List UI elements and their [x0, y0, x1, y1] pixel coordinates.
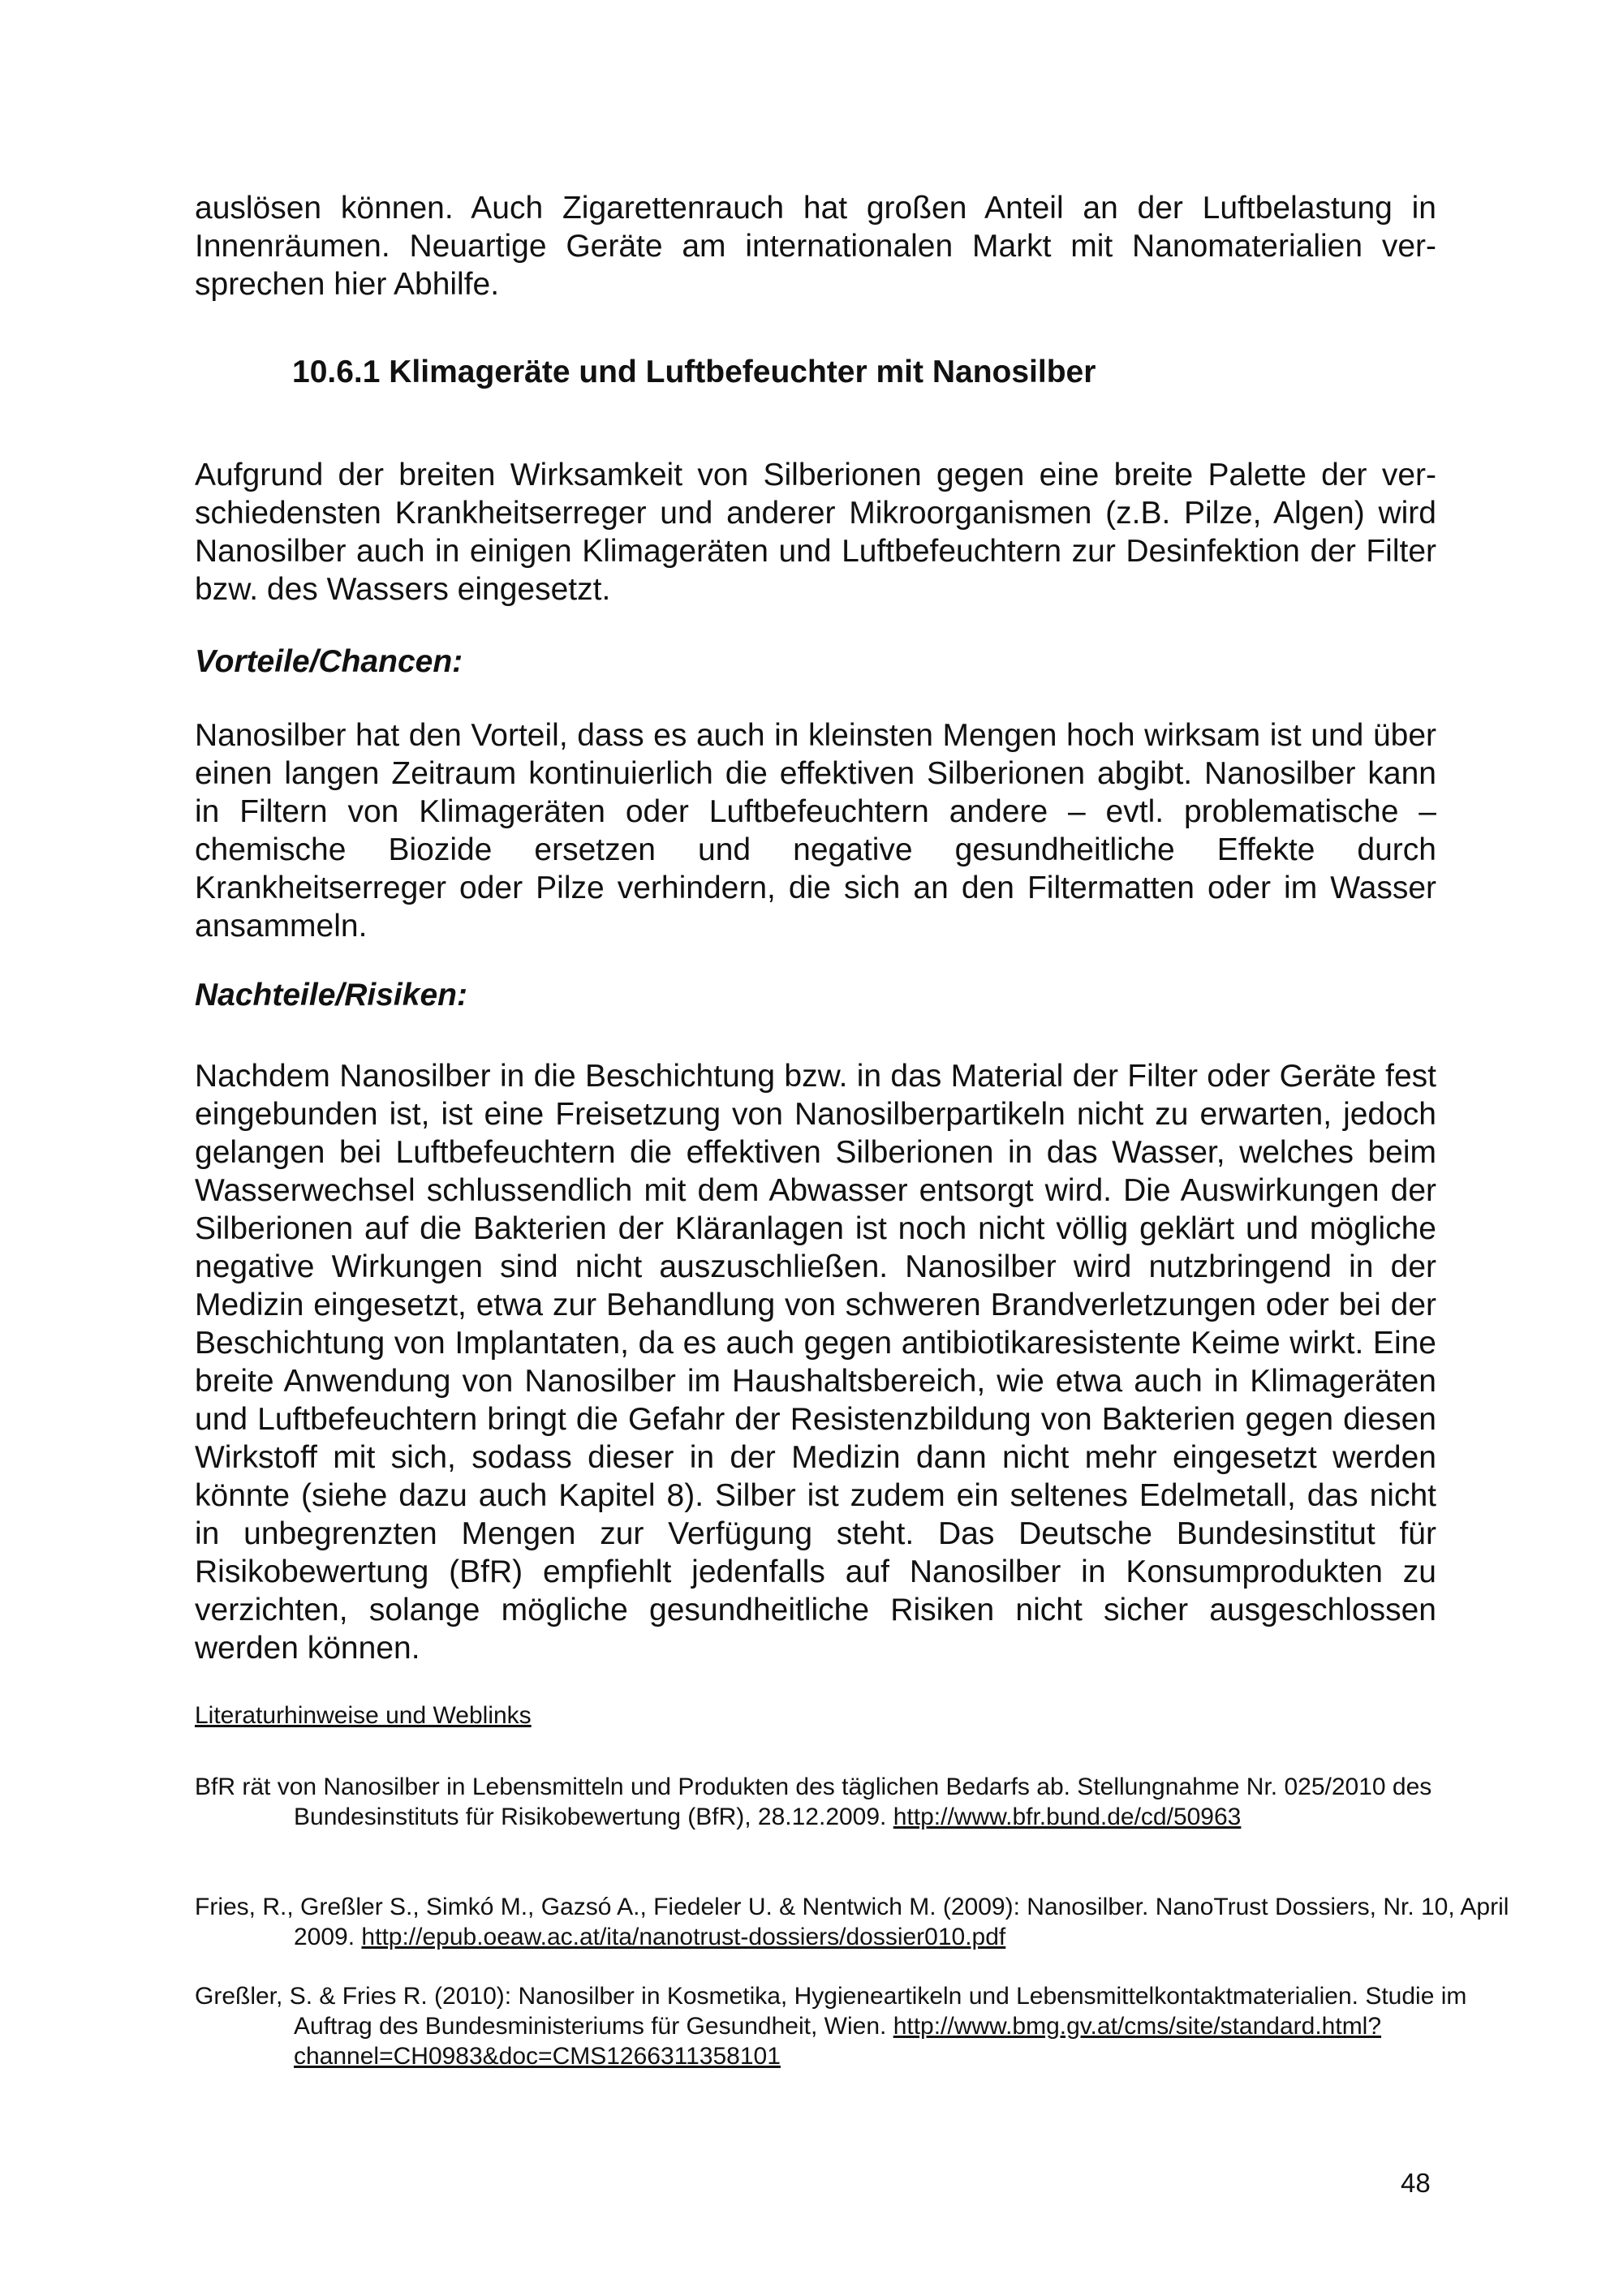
reference-item	[195, 1892, 1535, 1952]
advantages-paragraph: Nanosilber hat den Vorteil, dass es auch in kleinsten Mengen hoch wirksam ist und über einen langen Zeitraum kontinuierlich die effektiven Silberionen abgibt. Nanosilber kann in Filtern von Klimageräten oder Luftbefeuchtern andere – evtl. problematische – chemische Biozide ersetzen und negative gesundheitliche Effekte durch Krankheitserreger oder Pilze verhindern, die sich an den Filtermatten oder im Wasser ansammeln.	[195, 718, 1436, 944]
reference-text: Fries, R., Greßler S., Simkó M., Gazsó A., Fiedeler U. & Nentwich M. (2009): Nanosilber. NanoTrust Dossiers, Nr. 10, April 2009.	[195, 1894, 1509, 1950]
literature-heading: Literaturhinweise und Weblinks	[195, 1702, 532, 1729]
reference-item	[195, 1981, 1535, 2071]
reference-link[interactable]: http://www.bmg.gv.at/cms/site/standard.html?channel=CH0983&doc=CMS1266311358101	[294, 2013, 1382, 2070]
disadvantages-paragraph: Nachdem Nanosilber in die Beschichtung bzw. in das Material der Filter oder Geräte fest eingebunden ist, ist eine Freisetzung von Nanosilberpartikeln nicht zu erwarten, jedoch gelangen bei Luftbefeuchtern die effektiven Silberionen in das Wasser, welches beim Wasserwechsel schlussendlich mit dem Abwasser entsorgt wird. Die Auswirkungen der Silberionen auf die Bakterien der Kläranlagen ist noch nicht völlig geklärt und mögliche negative Wirkungen sind nicht auszuschließen. Nanosilber wird nutzbringend in der Medizin eingesetzt, etwa zur Behandlung von schweren Brandverletzungen oder bei der Beschichtung von Implantaten, da es auch gegen antibiotikaresistente Keime wirkt. Eine breite Anwendung von Nanosilber im Haushaltsbereich, wie etwa auch in Klimageräten und Luftbefeuchtern bringt die Gefahr der Resistenzbildung von Bakterien gegen diesen Wirkstoff mit sich, sodass dieser in der Medizin dann nicht mehr eingesetzt werden könnte (siehe dazu auch Kapitel 8). Silber ist zudem ein seltenes Edelmetall, das nicht in unbegrenzten Mengen zur Verfügung steht. Das Deutsche Bundesinstitut für Risikobewertung (BfR) empfiehlt jedenfalls auf Nanosilber in Konsumprodukten zu verzichten, solange mögliche gesundheitliche Risiken nicht sicher ausgeschlossen werden können.	[195, 1059, 1436, 1666]
reference-link[interactable]: http://epub.oeaw.ac.at/ita/nanotrust-dossiers/dossier010.pdf	[361, 1924, 1006, 1950]
section-heading: 10.6.1 Klimageräte und Luftbefeuchter mit Nanosilber	[292, 355, 1096, 389]
reference-item	[195, 1772, 1535, 1832]
advantages-heading: Vorteile/Chancen:	[195, 644, 463, 679]
reference-text: BfR rät von Nanosilber in Lebensmitteln und Produkten des täglichen Bedarfs ab. Stellungnahme Nr. 025/2010 des Bundesinstituts für Risikobewertung (BfR), 28.12.2009.	[195, 1774, 1432, 1830]
page-number: 48	[1401, 2168, 1431, 2198]
disadvantages-heading: Nachteile/Risiken:	[195, 978, 467, 1013]
reference-link[interactable]: http://www.bfr.bund.de/cd/50963	[893, 1804, 1242, 1830]
intro-paragraph: Aufgrund der breiten Wirksamkeit von Silberionen gegen eine breite Palette der verschiedensten Krankheitserreger und anderer Mikroorganismen (z.B. Pilze, Algen) wird Nanosilber auch in einigen Klimageräten und Luftbefeuchtern zur Desinfektion der Filter bzw. des Wassers eingesetzt.	[195, 458, 1436, 607]
reference-text: Greßler, S. & Fries R. (2010): Nanosilber in Kosmetika, Hygieneartikeln und Lebensmittelkontaktmaterialien. Studie im Auftrag des Bundesministeriums für Gesundheit, Wien.	[195, 1983, 1467, 2040]
top-paragraph: auslösen können. Auch Zigarettenrauch hat großen Anteil an der Luftbelastung in Innenräumen. Neuartige Geräte am internationalen Markt mit Nanomaterialien versprechen hier Abhilfe.	[195, 191, 1436, 302]
